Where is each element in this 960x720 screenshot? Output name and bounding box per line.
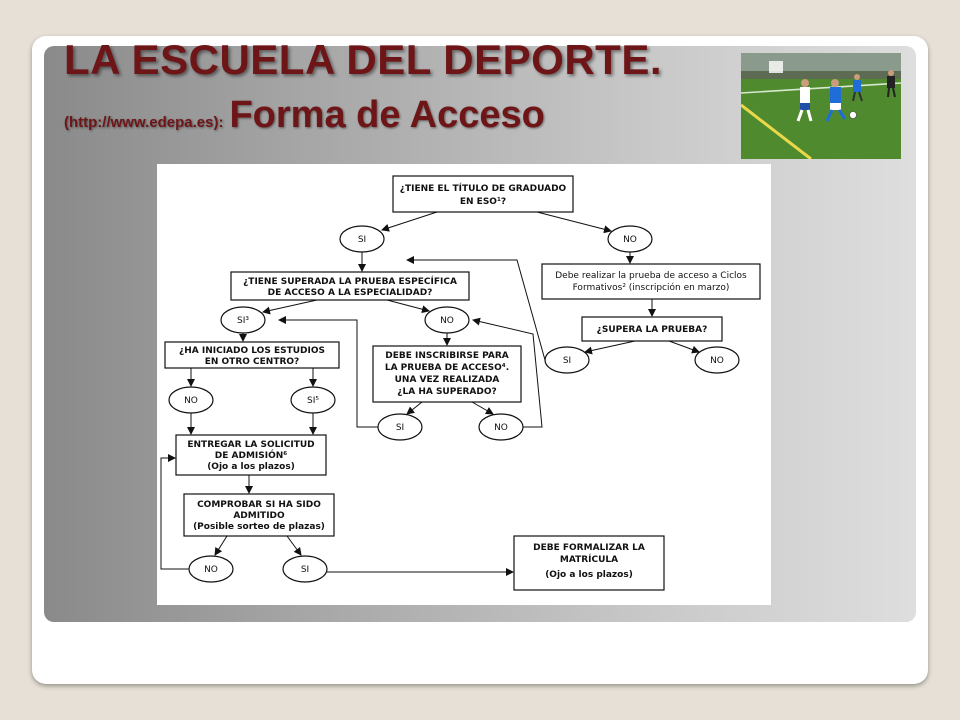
text-inscribirse-line4: ¿LA HA SUPERADO? — [397, 387, 497, 397]
text-comprobar-line3: (Posible sorteo de plazas) — [193, 522, 325, 532]
arrow-inscribirse-to-yes — [407, 402, 422, 414]
label-supera-no: NO — [710, 356, 724, 366]
label-eso-yes: SI — [357, 235, 367, 245]
box-prueba-acceso — [542, 264, 760, 299]
label-centro-yes: SI⁵ — [307, 396, 319, 406]
flowchart-svg — [157, 164, 771, 605]
arrow-comprobar-to-yes — [287, 536, 301, 555]
arrow-especifica-to-no — [387, 300, 429, 311]
arrow-inscribirse-to-no — [472, 402, 493, 414]
label-centro-no: NO — [184, 396, 198, 406]
text-especifica-line1: ¿TIENE SUPERADA LA PRUEBA ESPECÍFICA — [243, 277, 457, 287]
football-photo-image — [741, 53, 901, 159]
label-especifica-yes: SI³ — [237, 316, 249, 326]
arrow-supera-to-no — [669, 341, 699, 352]
text-matricula-line3: (Ojo a los plazos) — [545, 570, 633, 580]
text-especifica-line2: DE ACCESO A LA ESPECIALIDAD? — [267, 288, 433, 298]
arrow-eso-to-no — [537, 212, 611, 231]
slide-subtitle: Forma de Acceso — [229, 94, 545, 136]
text-centro-line1: ¿HA INICIADO LOS ESTUDIOS — [179, 346, 325, 356]
text-entregar-line1: ENTREGAR LA SOLICITUD — [187, 440, 315, 450]
text-matricula-line2: MATRÍCULA — [559, 555, 619, 565]
text-comprobar-line1: COMPROBAR SI HA SIDO — [197, 500, 321, 510]
football-photo — [741, 53, 901, 159]
label-inscribirse-no: NO — [494, 423, 508, 433]
text-prueba-line1: Debe realizar la prueba de acceso a Ciclos — [555, 271, 747, 281]
text-matricula-line1: DEBE FORMALIZAR LA — [533, 543, 645, 553]
label-especifica-no: NO — [440, 316, 454, 326]
label-inscribirse-yes: SI — [395, 423, 405, 433]
arrow-supera-to-yes — [585, 341, 635, 352]
label-admitido-no: NO — [204, 565, 218, 575]
text-entregar-line2: DE ADMISIÓN⁶ — [214, 451, 288, 461]
text-comprobar-line2: ADMITIDO — [233, 511, 285, 521]
slide-subtitle-line — [64, 94, 545, 137]
label-eso-no: NO — [623, 235, 637, 245]
slide-title: LA ESCUELA DEL DEPORTE. — [64, 36, 663, 83]
text-supera: ¿SUPERA LA PRUEBA? — [596, 325, 708, 335]
arrow-comprobar-to-no — [215, 536, 227, 555]
text-centro-line2: EN OTRO CENTRO? — [204, 357, 300, 367]
text-prueba-line2: Formativos² (inscripción en marzo) — [572, 283, 730, 293]
text-inscribirse-line2: LA PRUEBA DE ACCESO⁴. — [384, 363, 510, 373]
text-entregar-line3: (Ojo a los plazos) — [207, 462, 295, 472]
access-flowchart — [157, 164, 771, 605]
arrow-eso-to-yes — [382, 212, 437, 230]
text-inscribirse-line1: DEBE INSCRIBIRSE PARA — [385, 351, 509, 361]
text-eso-line1: ¿TIENE EL TÍTULO DE GRADUADO — [399, 184, 567, 194]
text-eso-line2: EN ESO¹? — [459, 197, 507, 207]
arrow-inscribirse-yes-back — [279, 320, 378, 427]
website-url: (http://www.edepa.es): — [64, 114, 224, 131]
arrow-especifica-to-yes — [263, 300, 317, 312]
label-admitido-yes: SI — [300, 565, 310, 575]
ball-icon — [850, 112, 857, 119]
label-supera-yes: SI — [562, 356, 572, 366]
text-inscribirse-line3: UNA VEZ REALIZADA — [394, 375, 500, 385]
